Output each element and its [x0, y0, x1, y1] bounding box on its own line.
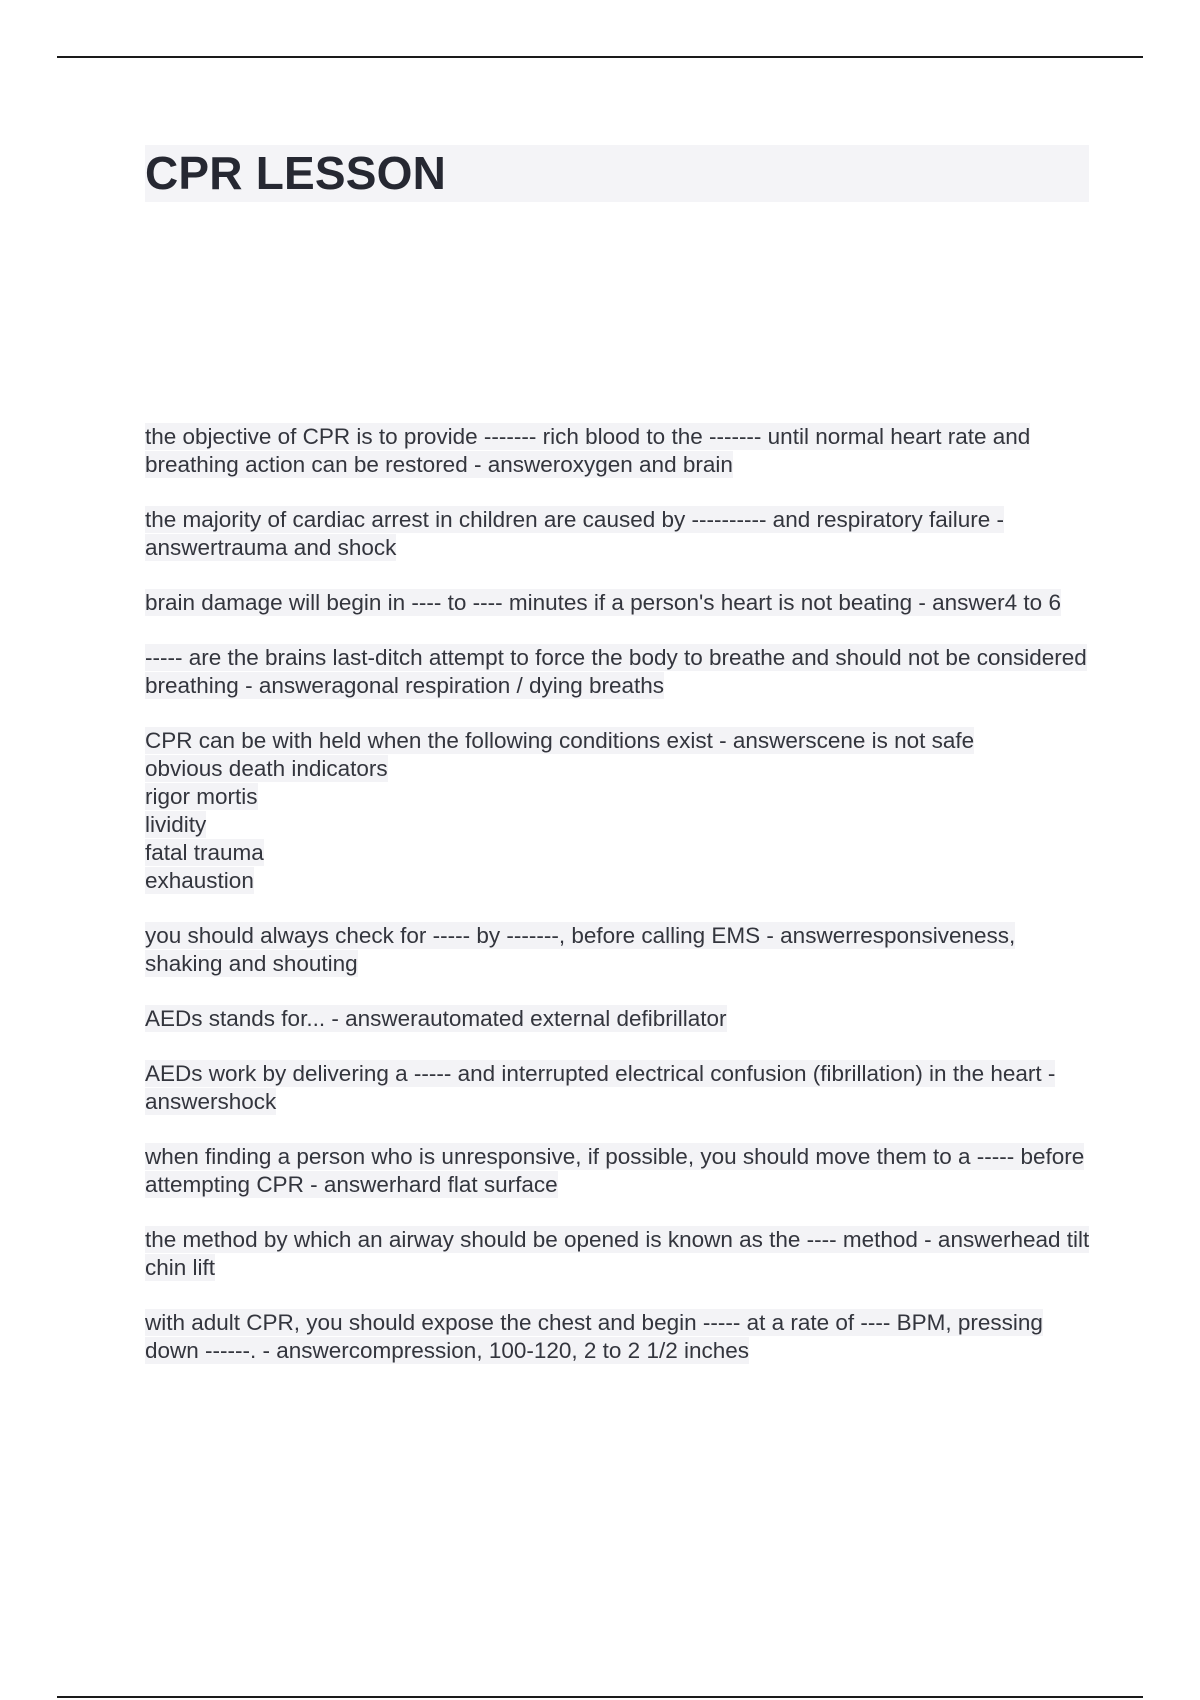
flashcard-text: AEDs work by delivering a ----- and interrupted electrical confusion (fibrillation) in the heart - answershock — [145, 1061, 1056, 1114]
flashcard-item — [145, 589, 1090, 617]
flashcard-text: CPR can be with held when the following conditions exist - answerscene is not safe obvious death indicators rigor mortis lividity fatal trauma exhaustion — [145, 728, 975, 893]
flashcard-text: the majority of cardiac arrest in children are caused by ---------- and respiratory failure - answertrauma and shock — [145, 507, 1005, 560]
flashcard-text: the objective of CPR is to provide ------- rich blood to the ------- until normal heart rate and breathing action can be restored - answeroxygen and brain — [145, 424, 1031, 477]
flashcard-item — [145, 1226, 1090, 1282]
flashcard-text: you should always check for ----- by -------, before calling EMS - answerresponsiveness, shaking and shouting — [145, 923, 1016, 976]
flashcard-item — [145, 644, 1090, 700]
bottom-divider — [57, 1696, 1143, 1698]
page-title: CPR LESSON — [145, 147, 447, 199]
flashcard-item — [145, 727, 1090, 895]
flashcard-text: when finding a person who is unresponsive, if possible, you should move them to a ----- before attempting CPR - answerhard flat surface — [145, 1144, 1085, 1197]
flashcard-text: with adult CPR, you should expose the chest and begin ----- at a rate of ---- BPM, pressing down ------. - answercompression, 100-120, 2 to 2 1/2 inches — [145, 1310, 1043, 1363]
flashcard-item — [145, 506, 1090, 562]
flashcard-text: the method by which an airway should be opened is known as the ---- method - answerhead tilt chin lift — [145, 1227, 1090, 1280]
flashcard-text: ----- are the brains last-ditch attempt to force the body to breathe and should not be considered breathing - answeragonal respiration / dying breaths — [145, 645, 1087, 698]
flashcard-item — [145, 1060, 1090, 1116]
flashcard-text: AEDs stands for... - answerautomated external defibrillator — [145, 1006, 727, 1031]
flashcard-text: brain damage will begin in ---- to ---- minutes if a person's heart is not beating - answer4 to 6 — [145, 590, 1061, 615]
flashcard-item — [145, 1005, 1090, 1033]
flashcard-list — [145, 423, 1090, 1392]
top-divider — [57, 56, 1143, 58]
flashcard-item — [145, 1143, 1090, 1199]
flashcard-item — [145, 1309, 1090, 1365]
flashcard-item — [145, 423, 1090, 479]
flashcard-item — [145, 922, 1090, 978]
